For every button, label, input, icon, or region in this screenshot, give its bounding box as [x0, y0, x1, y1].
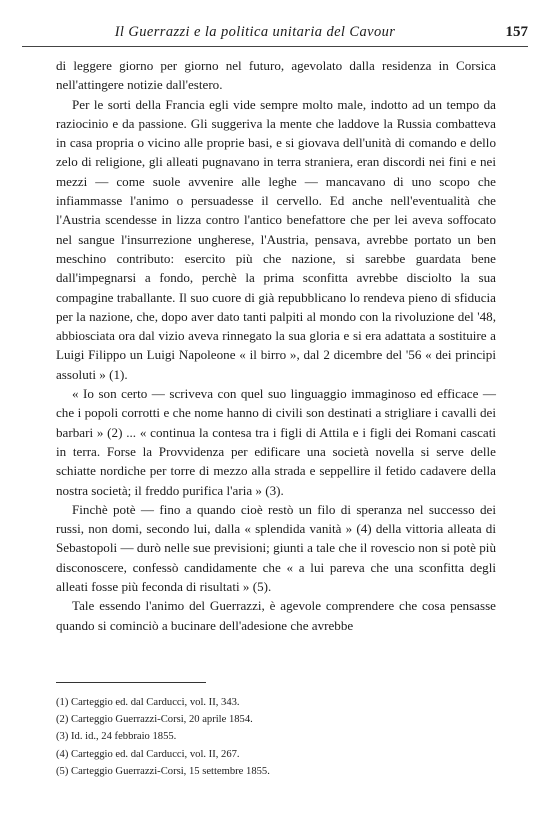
page-number: 157 — [505, 24, 528, 40]
footnote: (1) Carteggio ed. dal Carducci, vol. II, 343. — [56, 697, 240, 708]
footnote: (4) Carteggio ed. dal Carducci, vol. II, 267. — [56, 748, 240, 760]
paragraph-continuation: di leggere giorno per giorno nel futuro, agevolato dalla residenza in Corsica nell'attingere notizie dall'estero. — [56, 58, 496, 93]
paragraph: Per le sorti della Francia egli vide sempre molto male, indotto ad un tempo da raziocinio e da passione. Gli suggeriva la mente che laddove la Russia combatteva in casa propria o vicino alle proprie basi, e si giovava dell'unità di comando e dello zelo di religione, gli alleati pugnavano in terra straniera, eran discordi nei fini e nei mezzi — come suole avvenire alle leghe — mancavano di uno scopo che infiammasse l'animo o persuadesse il cervello. Ed anche nell'eventualità che l'Austria scendesse in lizza contro l'antico benefattore che per lei aveva soffocato nel sangue l'insurrezione ungherese, l'Austria, pensava, avrebbe portato un ben meschino contributo: esercito più che nazione, si sarebbe guardata bene dall'impegnarsi a fondo, perchè la prima sconfitta avrebbe disciolto la sua compagine traballante. Il suo cuore di già repubblicano lo rendeva pieno di sfiducia per la nazione, che, dopo aver dato tanti palpiti al mondo con la rivoluzione del '48, abbiosciata ora dal vizio aveva rinnegato la sua gloria e si era adattata a sostituire a Luigi Filippo un Luigi Napoleone « il birro », dal 2 dicembre del '56 « dei principi assoluti » (1). — [56, 96, 496, 382]
footnote: (3) Id. id., 24 febbraio 1855. — [56, 731, 177, 743]
footnote: (2) Carteggio Guerrazzi-Corsi, 20 aprile 1854. — [56, 714, 253, 726]
running-head — [22, 24, 528, 44]
footnotes — [56, 694, 496, 780]
running-title: Il Guerrazzi e la politica unitaria del Cavour — [114, 24, 396, 40]
paragraph: « Io son certo — scriveva con quel suo linguaggio immaginoso ed efficace — che i popoli corrotti e che nome hanno di civili son destinati a strigliare i cavalli dei barbari » (2) ... « continua la contesa tra i figli di Attila e i figli dei Romani cascati in terra. Forse la Provvidenza per edificare una società novella si serve delle schiatte nordiche per torre di mezzo alla strada e seppellire il fetido cadavere della nostra società; il freddo purifica l'aria » (3). — [56, 386, 496, 498]
paragraph: Tale essendo l'animo del Guerrazzi, è agevole comprendere che cosa pensasse quando si cominciò a bucinare dell'adesione che avrebbe — [56, 598, 496, 633]
body-text — [56, 56, 496, 635]
header-rule — [22, 46, 528, 47]
paragraph: Finchè potè — fino a quando cioè restò un filo di speranza nel successo dei russi, non domi, secondo lui, dalla « splendida vanità » (4) della vittoria alleata di Sebastopoli — durò nelle sue previsioni; giunti a tale che il rovescio non si potè più disconoscere, confessò candidamente che « a lui pareva che una sconfitta degli alleati fosse più feconda di risultati » (5). — [56, 501, 496, 595]
footnote-rule — [56, 682, 206, 683]
footnote: (5) Carteggio Guerrazzi-Corsi, 15 settembre 1855. — [56, 765, 270, 777]
